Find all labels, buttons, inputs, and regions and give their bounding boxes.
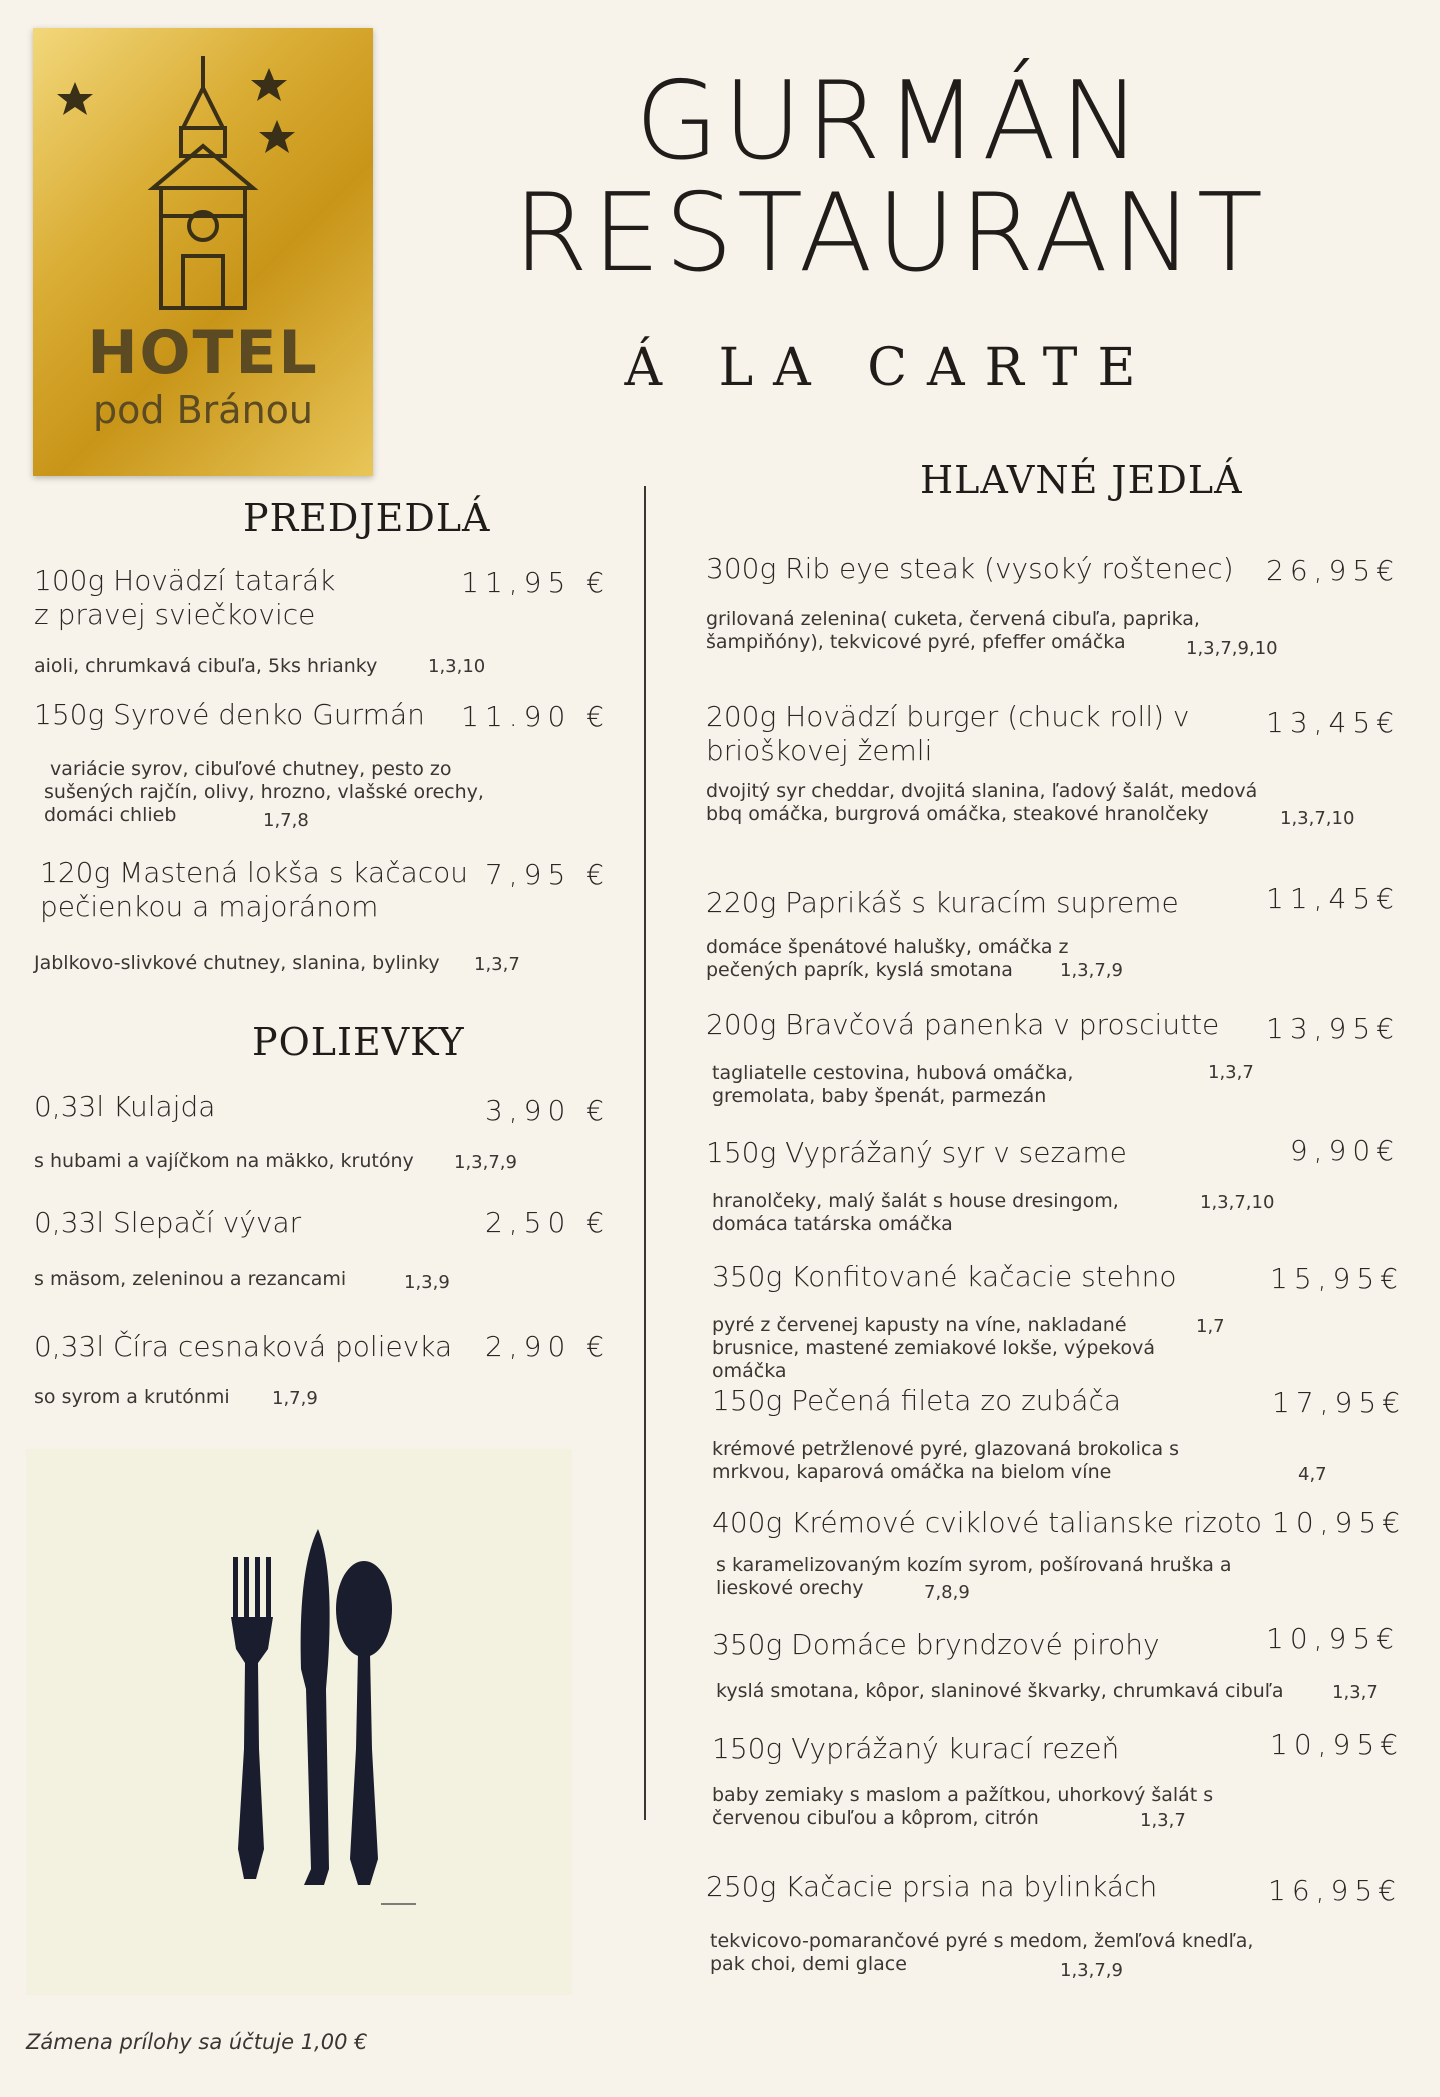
item-allergens: 1,3,7,9 [1060,1960,1123,1981]
item-name: pečienkou a majoránom [40,890,379,923]
item-description: krémové petržlenové pyré, glazovaná brokolica s [712,1438,1180,1460]
item-price: 10,95€ [1272,1506,1406,1539]
item-allergens: 1,3,7 [1208,1062,1254,1083]
item-description: pak choi, demi glace [710,1953,907,1975]
page-title-line2: RESTAURANT [513,171,1267,296]
item-description: kyslá smotana, kôpor, slaninové škvarky, chrumkavá cibuľa [716,1680,1284,1702]
item-price: 10,95€ [1266,1622,1400,1655]
item-price: 15,95€ [1270,1262,1404,1295]
item-price: 2,90 € [484,1330,610,1363]
footer-note: Zámena prílohy sa účtuje 1,00 € [26,2030,368,2054]
logo-subtitle: pod Bránou [93,388,313,432]
item-description: s mäsom, zeleninou a rezancami [34,1268,347,1290]
item-description: domáca tatárska omáčka [712,1213,953,1235]
item-description: variácie syrov, cibuľové chutney, pesto zo [50,758,452,780]
item-allergens: 1,3,10 [428,656,486,677]
fork-icon [231,1557,273,1879]
item-description: sušených rajčín, olivy, hrozno, vlašské orechy, [44,781,484,803]
item-name: 200g Hovädzí burger (chuck roll) v [706,700,1190,733]
section-heading-mains: HLAVNÉ JEDLÁ [920,458,1243,502]
item-price: 10,95€ [1270,1728,1404,1761]
item-allergens: 1,3,7,9 [1060,960,1123,981]
item-price: 11,95 € [461,566,610,599]
cutlery-image [26,1449,572,1995]
item-name: 300g Rib eye steak (vysoký roštenec) [706,552,1234,585]
item-allergens: 1,3,7 [474,954,520,975]
item-description: hranolčeky, malý šalát s house dresingom, [712,1190,1119,1212]
item-name: 200g Bravčová panenka v prosciutte [706,1008,1220,1041]
item-allergens: 1,3,9 [404,1272,450,1293]
hotel-logo [33,28,373,476]
item-name: 0,33l Číra cesnaková polievka [34,1330,453,1363]
item-description: brusnice, mastené zemiakové lokše, výpeková [712,1337,1155,1359]
column-divider [644,486,646,1820]
item-name: 250g Kačacie prsia na bylinkách [706,1870,1158,1903]
item-description: tekvicovo-pomarančové pyré s medom, žemľová knedľa, [710,1930,1254,1952]
item-name: 350g Domáce bryndzové pirohy [712,1628,1160,1661]
item-price: 16,95€ [1268,1874,1402,1907]
item-price: 17,95€ [1272,1386,1406,1419]
item-name: 150g Vyprážaný syr v sezame [706,1136,1127,1169]
item-price: 11,45€ [1266,882,1400,915]
item-description: omáčka [712,1360,787,1382]
item-name: 150g Vyprážaný kurací rezeň [712,1732,1120,1765]
item-name: 400g Krémové cviklové talianske rizoto [712,1506,1263,1539]
item-name: 350g Konfitované kačacie stehno [712,1260,1177,1293]
page-title-line1: GURMÁN [635,59,1145,184]
item-description: grilovaná zelenina( cuketa, červená cibuľa, paprika, [706,608,1200,630]
item-description: pečených paprík, kyslá smotana [706,959,1013,981]
item-allergens: 1,3,7,9,10 [1186,638,1278,659]
item-allergens: 1,7 [1196,1316,1225,1337]
item-description: baby zemiaky s maslom a pažítkou, uhorkový šalát s [712,1784,1214,1806]
item-price: 26,95€ [1266,554,1400,587]
spoon-icon [336,1561,392,1885]
item-description: Jablkovo-slivkové chutney, slanina, bylinky [34,952,440,974]
section-heading-starters: PREDJEDLÁ [243,496,491,540]
item-price: 11.90 € [461,700,610,733]
item-name: z pravej sviečkovice [34,598,316,631]
item-allergens: 1,3,7 [1332,1682,1378,1703]
logo-hotel-text: HOTEL [87,318,319,388]
item-description: gremolata, baby špenát, parmezán [712,1085,1047,1107]
item-allergens: 1,7,8 [263,810,309,831]
item-price: 7,95 € [484,858,610,891]
item-name: 100g Hovädzí tatarák [34,564,336,597]
item-description: pyré z červenej kapusty na víne, nakladané [712,1314,1127,1336]
item-description: dvojitý syr cheddar, dvojitá slanina, ľadový šalát, medová [706,780,1258,802]
item-description: lieskové orechy [716,1577,864,1599]
item-name: 220g Paprikáš s kuracím supreme [706,886,1179,919]
item-price: 2,50 € [484,1206,610,1239]
item-description: červenou cibuľou a kôprom, citrón [712,1807,1039,1829]
item-price: 13,45€ [1266,706,1400,739]
section-heading-soups: POLIEVKY [252,1020,465,1064]
item-description: s karamelizovaným kozím syrom, pošírovaná hruška a [716,1554,1232,1576]
item-price: 3,90 € [484,1094,610,1127]
item-allergens: 1,3,7 [1140,1810,1186,1831]
item-allergens: 1,7,9 [272,1388,318,1409]
item-description: mrkvou, kaparová omáčka na bielom víne [712,1461,1112,1483]
item-allergens: 4,7 [1298,1464,1327,1485]
item-allergens: 1,3,7,10 [1280,808,1355,829]
item-price: 9,90€ [1289,1134,1400,1167]
item-price: 13,95€ [1266,1012,1400,1045]
item-allergens: 7,8,9 [924,1582,970,1603]
item-name: 150g Syrové denko Gurmán [34,698,425,731]
item-name: 150g Pečená fileta zo zubáča [712,1384,1122,1417]
item-description: bbq omáčka, burgrová omáčka, steakové hranolčeky [706,803,1209,825]
item-description: tagliatelle cestovina, hubová omáčka, [712,1062,1074,1084]
knife-icon [301,1529,330,1885]
item-description: s hubami a vajíčkom na mäkko, krutóny [34,1150,414,1172]
item-name: brioškovej žemli [706,734,933,767]
item-description: aioli, chrumkavá cibuľa, 5ks hrianky [34,655,378,677]
item-description: so syrom a krutónmi [34,1386,230,1408]
item-name: 0,33l Slepačí vývar [34,1206,302,1239]
item-description: šampiňóny), tekvicové pyré, pfeffer omáčka [706,631,1126,653]
item-allergens: 1,3,7,10 [1200,1192,1275,1213]
item-description: domáce špenátové halušky, omáčka z [706,936,1069,958]
page-subtitle: Á LA CARTE [624,338,1156,398]
item-description: domáci chlieb [44,804,177,826]
item-allergens: 1,3,7,9 [454,1152,517,1173]
item-name: 120g Mastená lokša s kačacou [40,856,469,889]
item-name: 0,33l Kulajda [34,1090,216,1123]
